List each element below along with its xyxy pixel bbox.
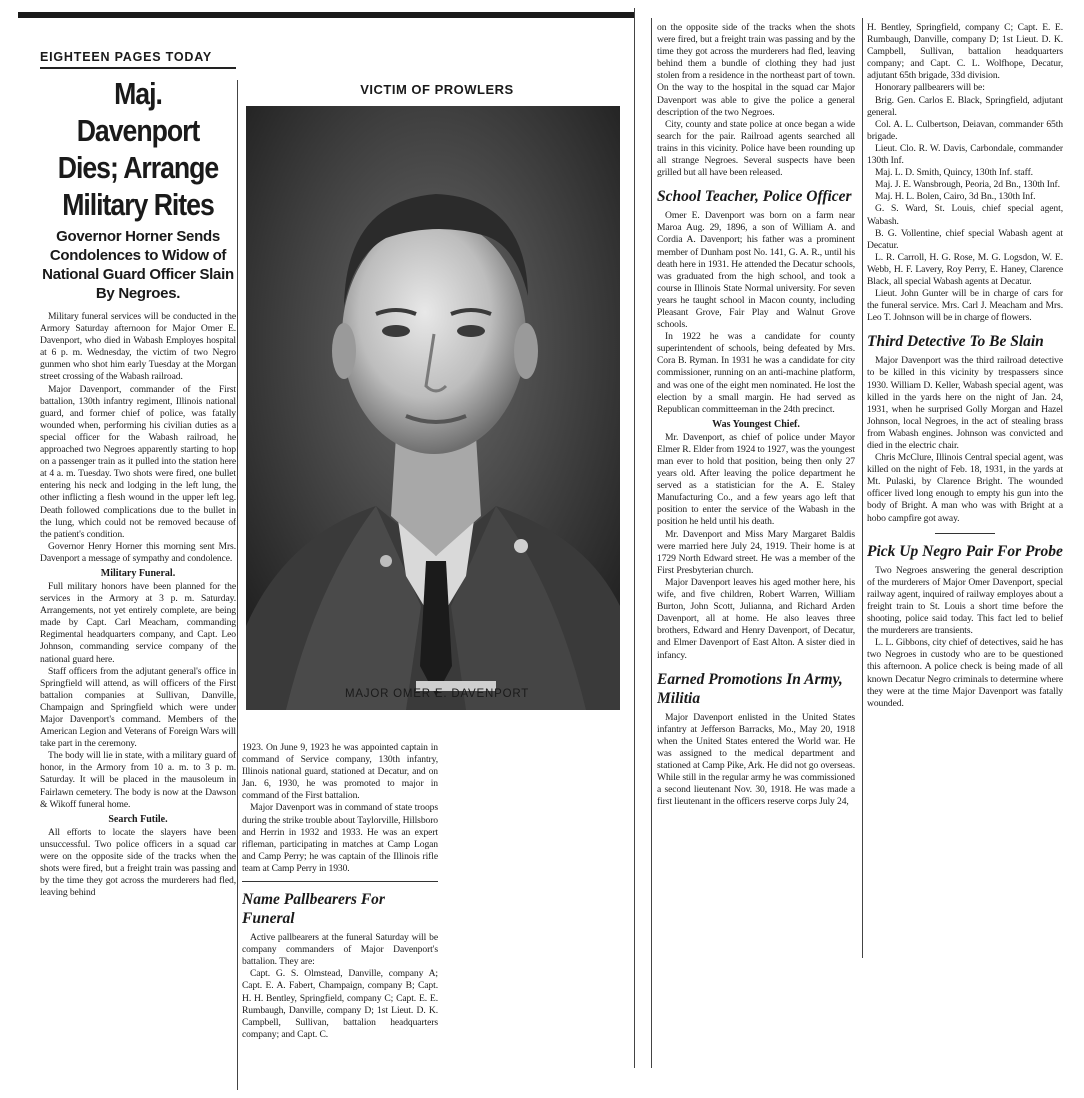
sub-headline: Governor Horner Sends Condolences to Widow of National Guard Officer Slain By Negroes. [42, 228, 234, 302]
article-paragraph: Major Davenport leaves his aged mother here, his wife, and five children, Robert Warren, William Burton, John Scott, Julianna, and Richard Arden Davenport, all at home. He also leaves three brothers, Edward and Henry Davenport, of Decatur, and Elmer Davenport of East Alton. A sister died in infancy. [657, 576, 855, 661]
article-paragraph: Chris McClure, Illinois Central special agent, was killed on the night of Feb. 18, 1931, in the yards at Mt. Pulaski, by Clarence Bright. The wounded officer lived long enough to empty his gun into the body of Bright. A man who was with Bright at a hobo campfire got away. [867, 452, 1063, 524]
portrait-image [246, 106, 620, 710]
subhead-third-detective: Third Detective To Be Slain [867, 333, 1044, 351]
column-divider [634, 8, 635, 1068]
article-paragraph: Maj. L. D. Smith, Quincy, 130th Inf. staff. [875, 167, 1033, 179]
section-rule [935, 533, 995, 534]
article-paragraph: L. R. Carroll, H. G. Rose, M. G. Logsdon, W. E. Webb, H. F. Lavery, Roy Perry, E. Haney, Clarence Black, all special Wabash agents at Decatur. [867, 251, 1063, 287]
article-paragraph: Major Davenport was the third railroad detective to be killed in this vicinity by trespassers since 1930. William D. Keller, Wabash special agent, was killed in the yards here on the night of Jan. 24, 1931, when he surprised Golly Morgan and Hazel Johnson, local Negroes, in the act of stealing brass from Wabash engines. Johnson was convicted and died in the electric chair. [867, 355, 1063, 451]
article-paragraph: Two Negroes answering the general description of the murderers of Major Omer Davenport, special railway agent, inquired of railway employes about a freight train to St. Louis a short time before the shooting, police said today. This fact led to belief the murderers are transients. [867, 564, 1063, 637]
column-2 [242, 742, 438, 1092]
article-paragraph: Mr. Davenport, as chief of police under Mayor Elmer R. Elder from 1924 to 1927, was the youngest man ever to hold that position, being then only 27 years old. After leaving the police department he served as a statistician for the A. E. Staley Manufacturing Co., and a few years ago left that position to enter the service of the Wabash in the position he held until his death. [657, 431, 855, 528]
article-paragraph: 1923. On June 9, 1923 he was appointed captain in command of Service company, 130th infantry, Illinois national guard, stationed at Decatur, and on Jan. 6, 1930, he was promoted to major in command of the First battalion. [242, 742, 438, 802]
article-paragraph: Lieut. Clo. R. W. Davis, Carbondale, commander 130th Inf. [867, 142, 1063, 167]
photo-title: VICTIM OF PROWLERS [360, 82, 514, 97]
photo-block [244, 78, 630, 740]
article-paragraph: H. Bentley, Springfield, company C; Capt. E. E. Rumbaugh, Danville, company D; 1st Lieut. D. K. Campbell, Sullivan, battalion headquarters company; and Capt. C. L. Wolfhope, Decatur, adjutant 65th brigade, 33d division. [867, 22, 1063, 82]
column-4 [867, 22, 1063, 962]
article-paragraph: G. S. Ward, St. Louis, chief special agent, Wabash. [867, 203, 1063, 227]
section-rule [242, 881, 438, 882]
subhead-name-pallbearers: Name Pallbearers For Funeral [242, 891, 385, 928]
article-paragraph: All efforts to locate the slayers have been unsuccessful. Two police officers in a squad car were on the opposite side of the tracks when the shots were fired, but a freight train was passing and by the time they got across the murderers had fled, leaving behind [40, 826, 236, 899]
portrait-photo [246, 106, 620, 710]
article-paragraph: City, county and state police at once began a wide search for the pair. Railroad agents searched all trains in this vicinity. Police have been rounding up all strange Negroes. Several suspects have been grilled but all have been released. [657, 118, 855, 179]
subhead-pick-up: Pick Up Negro Pair For Probe [867, 542, 1063, 560]
article-paragraph: Full military honors have been planned for the services in the Armory at 3 p. m. Saturday. Arrangements, not yet entirely complete, are being made by Capt. Carl Meacham, commanding Regimental headquarters company, and Capt. Leo Johnson, commanding service company of the national guard here. [40, 580, 236, 665]
masthead-rule [40, 67, 236, 69]
article-paragraph: In 1922 he was a candidate for county superintendent of schools, being defeated by Mrs. Cora B. Ryman. In 1931 he was a candidate for city commissioner, running on an anti-machine platform, and was one of the eight men nominated. He lost the election by a small margin. He had served as Republican committeeman in the 24th precinct. [657, 331, 855, 415]
article-paragraph: Col. A. L. Culbertson, Deiavan, commander 65th brigade. [867, 118, 1063, 142]
article-paragraph: Military funeral services will be conducted in the Armory Saturday afternoon for Major Omer E. Davenport, who died in Wabash Employes hospital at 6 p. m. Wednesday, the victim of two Negro gunmen who shot him early Tuesday at the Morgan street crossing of the Wabash railroad. [40, 311, 236, 383]
article-paragraph: Mr. Davenport and Miss Mary Margaret Baldis were married here July 24, 1919. Their home is at 1729 North Edward street. He was a member of the First Presbyterian church. [657, 528, 855, 576]
article-paragraph: Capt. G. S. Olmstead, Danville, company A; Capt. E. A. Fabert, Champaign, company B; Capt. H. H. Bentley, Springfield, company C; Capt. E. E. Rumbaugh, Danville, company D; 1st Lieut. D. K. Campbell, Sullivan, battalion headquarters company; and Capt. C. [242, 968, 438, 1040]
article-paragraph: L. L. Gibbons, city chief of detectives, said he has two Negroes in custody who are to be questioned this afternoon. A police check is being made of all known Decatur Negro criminals to determine where they were at the time Major Davenport was fatally wounded. [867, 637, 1063, 709]
article-paragraph: Omer E. Davenport was born on a farm near Maroa Aug. 29, 1896, a son of William A. and Cordia A. Davenport; his father was a prominent member of Dunham post No. 141, G. A. R., until his death here in 1931. He attended the Decatur schools, was graduated from the high school, and took a course in Illinois State Normal university. For seven years he taught school in Macon county, including Pleasant Grove, Fair Play and Walnut Grove schools. [657, 210, 855, 331]
subhead-earned-promotions: Earned Promotions In Army, Militia [657, 670, 843, 707]
article-paragraph: Lieut. John Gunter will be in charge of cars for the funeral service. Mrs. Carl J. Meacham and Mrs. Leo T. Johnson will be in charge of flowers. [867, 288, 1063, 324]
subhead-military-funeral: Military Funeral. [100, 567, 176, 579]
article-paragraph: on the opposite side of the tracks when the shots were fired, but a freight train was passing and by the time they got across the murderers had fled, leaving behind them a bundle of clothing they had just stolen from a residence in the northeast part of town. On the way to the hospital in the squad car Major Davenport was able to give the police a general description of the two Negroes. [657, 22, 855, 118]
article-paragraph: Active pallbearers at the funeral Saturday will be company commanders of Major Davenport's battalion. They are: [242, 932, 438, 968]
article-paragraph: Governor Henry Horner this morning sent Mrs. Davenport a message of sympathy and condolence. [40, 540, 236, 564]
article-paragraph: Major Davenport, commander of the First battalion, 130th infantry regiment, Illinois national guard, and former chief of police, was fatally wounded when, performing his civilian duties as a special officer for the Wabash railroad, he approached two Negroes apparently starting to hop on a passenger train as it pulled into the station here at 4 a. m. Tuesday. Two shots were fired, one bullet entering his neck and lodging in the left lung, the other inflicting a flesh wound in the upper left leg. Death followed complications due to the bullet in the lung, which could not be removed because of the patient's condition. [40, 383, 236, 540]
column-1 [40, 50, 236, 1090]
photo-caption: MAJOR OMER E. DAVENPORT [344, 688, 530, 700]
top-rule [18, 12, 635, 18]
column-divider [862, 18, 863, 958]
column-divider [237, 80, 238, 1090]
main-headline: Maj. Davenport Dies; Arrange Military Rites [57, 76, 219, 222]
eighteen-pages-label: EIGHTEEN PAGES TODAY [40, 50, 213, 64]
article-paragraph: Honorary pallbearers will be: [875, 82, 985, 94]
subhead-search-futile: Search Futile. [108, 813, 168, 825]
article-paragraph: B. G. Vollentine, chief special Wabash agent at Decatur. [867, 227, 1063, 251]
column-divider [651, 18, 652, 1068]
article-paragraph: Brig. Gen. Carlos E. Black, Springfield, adjutant general. [867, 94, 1063, 118]
subhead-school-teacher: School Teacher, Police Officer [657, 188, 852, 206]
article-paragraph: Maj. J. E. Wansbrough, Peoria, 2d Bn., 130th Inf. [875, 179, 1060, 191]
article-paragraph: The body will lie in state, with a military guard of honor, in the Armory from 10 a. m. to 3 p. m. Saturday. It will be placed in the mausoleum in Fairlawn cemetery. The body is now at the Dawson & Wikoff funeral home. [40, 750, 236, 810]
article-paragraph: Major Davenport was in command of state troops during the strike trouble about Taylorville, Hillsboro and Herrin in 1932 and 1933. He was an expert rifleman, participating in matches at Camp Logan and Camp Perry; he was captain of the Illinois rifle team at Camp Perry in 1930. [242, 802, 438, 874]
article-paragraph: Maj. H. L. Bolen, Cairo, 3d Bn., 130th Inf. [875, 191, 1036, 203]
column-3 [657, 22, 855, 1067]
subhead-youngest-chief: Was Youngest Chief. [712, 418, 800, 430]
article-paragraph: Major Davenport enlisted in the United States infantry at Jefferson Barracks, Mo., May 20, 1918 when the United States entered the World war. He was assigned to the medical department and stationed at Camp Pike, Ark. He did not go overseas. While still in the regular army he was commissioned a second lieutenant Nov. 30, 1918. He was made a first lieutenant in the officers reserve corps July 24, [657, 711, 855, 808]
article-paragraph: Staff officers from the adjutant general's office in Springfield will attend, as will officers of the First battalion companies at Sullivan, Danville, Champaign and Springfield which were under Major Davenport's command. Members of the American Legion and Veterans of Foreign Wars will take part in the ceremony. [40, 665, 236, 750]
